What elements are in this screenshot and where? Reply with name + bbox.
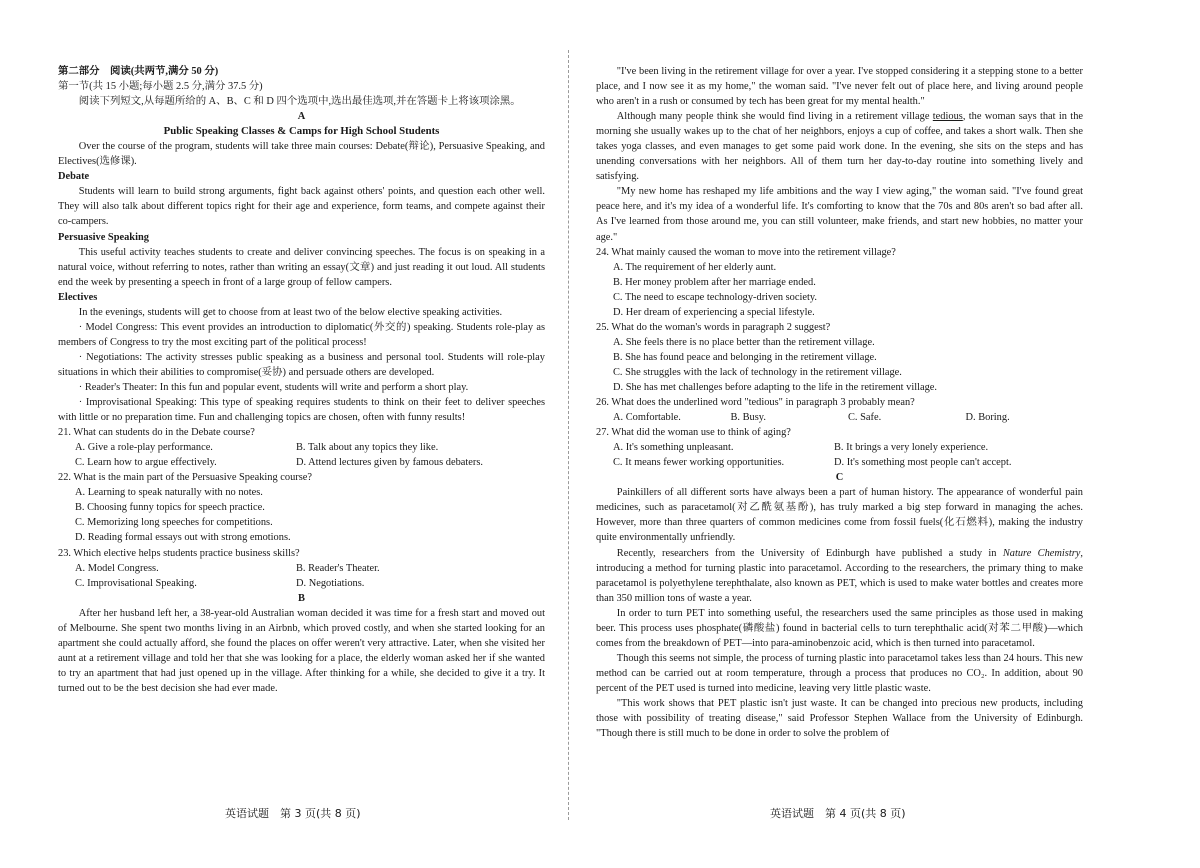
passage-c-paragraph-2: [596, 546, 1083, 606]
passage-b-paragraph-2: "I've been living in the retirement village for over a year. I've stopped considering it a stepping stone to a better place, and I now see it as my home," the woman said. "I've never felt out of place here, and living around people who aren't in a rush or consumed by tech has been great for my mental health.": [596, 66, 1083, 108]
option-a: A. Model Congress.: [75, 562, 159, 574]
debate-heading: Debate: [58, 171, 90, 183]
section-subheader: 第一节(共 15 小题;每小题 2.5 分,满分 37.5 分): [58, 81, 263, 93]
option-c: C. It means fewer working opportunities.: [613, 457, 785, 469]
option-c: C. She struggles with the lack of technology in the retirement village.: [613, 366, 902, 378]
passage-b-paragraph-1: After her husband left her, a 38-year-old Australian woman decided it was time for a fresh start and moved out of Melbourne. She spent two months living in an Airbnb, which proved costly, and when she started looking for an apartment she could actually afford, she found the places on offer weren't very attractive. Later, when she visited her aunt at a retirement village and told her that she was looking for a place, the elderly woman asked her if she wanted to try an apartment that had just opened up in the village. After thinking for a while, she decided to give it a try. It turned out to be the best decision she had ever made.: [58, 607, 545, 694]
option-d: D. She has met challenges before adapting to the life in the retirement village.: [613, 381, 938, 393]
question-stem: 23. Which elective helps students practice business skills?: [58, 547, 300, 559]
question-24: [596, 245, 1083, 320]
elective-negotiations: · Negotiations: The activity stresses public speaking as a business and personal tool. Students will role-play situations in which their abilities to compromise(妥协) and persuade others are developed.: [58, 351, 545, 378]
question-27: [596, 425, 1083, 470]
option-b: B. Choosing funny topics for speech practice.: [75, 502, 265, 514]
electives-text: In the evenings, students will get to choose from at least two of the below elective speaking activities.: [78, 306, 503, 318]
passage-c-paragraph-4: Though this seems not simple, the process of turning plastic into paracetamol takes less than 24 hours. This new method can be carried out at room temperature, through a process that produces no CO₂. In addition, about 90 percent of the PET used is turned into medicine, leaving very little plastic waste.: [596, 652, 1083, 694]
page-3-footer: 英语试题 第 3 页(共 8 页): [225, 807, 361, 820]
debate-text: Students will learn to build strong arguments, fight back against others' points, and question each other well. They will also talk about different topics right for their age and experience, form teams, and compete against their co-campers.: [58, 186, 545, 228]
option-a: A. The requirement of her elderly aunt.: [613, 261, 777, 273]
option-a: A. It's something unpleasant.: [613, 442, 734, 454]
question-21: [58, 425, 545, 470]
elective-readers-theater: · Reader's Theater: In this fun and popular event, students will write and perform a short play.: [78, 381, 469, 393]
underlined-word-tedious: tedious: [932, 111, 963, 123]
option-a: A. Learning to speak naturally with no notes.: [75, 487, 263, 499]
page-divider: [568, 50, 569, 820]
question-22: [58, 470, 545, 545]
question-stem: 26. What does the underlined word "tedious" in paragraph 3 probably mean?: [596, 397, 915, 409]
option-d: D. Boring.: [965, 412, 1010, 424]
page-4-footer: 英语试题 第 4 页(共 8 页): [770, 807, 906, 820]
elective-model-congress: · Model Congress: This event provides an introduction to diplomatic(外交的) speaking. Students role-play as members of Congress to try the most exciting part of the political process!: [58, 321, 545, 348]
option-b: B. She has found peace and belonging in the retirement village.: [613, 351, 877, 363]
option-b: B. Talk about any topics they like.: [296, 442, 439, 454]
page-4-column: [596, 64, 1083, 741]
page-3-column: [58, 64, 545, 696]
journal-name: Nature Chemistry: [1002, 547, 1081, 559]
option-b: B. Busy.: [730, 412, 766, 424]
question-stem: 24. What mainly caused the woman to move into the retirement village?: [596, 246, 896, 258]
passage-b-paragraph-3: [596, 109, 1083, 184]
option-a: A. Give a role-play performance.: [75, 442, 213, 454]
option-d: D. Attend lectures given by famous debaters.: [296, 457, 483, 469]
passage-c-paragraph-3: In order to turn PET into something useful, the researchers used the same principles as those used in making beer. This process uses phosphate(磷酸盐) found in bacterial cells to turn terephthalic acid(对苯二甲酸)—which comes from the breakdown of PET—into para-aminobenzoic acid, which is then turned into paracetamol.: [596, 607, 1083, 649]
paragraph-text: , the woman says that in the morning she usually wakes up to the chat of her neighbors, enjoys a cup of coffee, and takes a short walk. Then she takes yoga classes, and even manages to get some paid work done. In the evening, she sits on the steps and has unending conversations with her neighbors. All of them turn her day-to-day routine into something lively and satisfying.: [596, 111, 1084, 183]
option-d: D. It's something most people can't accept.: [834, 457, 1012, 469]
option-b: B. It brings a very lonely experience.: [834, 442, 989, 454]
passage-a-letter: A: [297, 111, 306, 123]
option-d: D. Reading formal essays out with strong emotions.: [75, 532, 291, 544]
elective-improvisational: · Improvisational Speaking: This type of speaking requires students to think on their feet to deliver speeches with little or no preparation time. Fun and challenging topics are chosen, often with funny results!: [58, 397, 545, 424]
question-25: [596, 320, 1083, 395]
option-c: C. The need to escape technology-driven society.: [613, 291, 817, 303]
passage-b-letter: B: [298, 592, 305, 604]
persuasive-heading: Persuasive Speaking: [58, 231, 149, 243]
passage-b-paragraph-4: "My new home has reshaped my life ambitions and the way I view aging," the woman said. "I've found great peace here, and it's my idea of a wonderful life. It's comforting to know that the 70s and 80s aren't so bad after all. As I've learned from those around me, you can still volunteer, make friends, and start new hobbies, no matter your age.": [596, 186, 1083, 243]
option-d: D. Her dream of experiencing a special lifestyle.: [613, 306, 815, 318]
question-stem: 27. What did the woman use to think of aging?: [596, 427, 791, 439]
persuasive-text: This useful activity teaches students to create and deliver convincing speeches. The focus is on speaking in a natural voice, without referring to notes, rather than writing an essay(文章) and just reading it out loud. All students end the week by presenting a speech in front of a large group of fellow campers.: [58, 246, 545, 288]
electives-heading: Electives: [58, 291, 98, 303]
option-b: B. Reader's Theater.: [296, 562, 380, 574]
option-c: C. Learn how to argue effectively.: [75, 457, 217, 469]
paragraph-text: Although many people think she would find living in a retirement village: [616, 111, 933, 123]
option-d: D. Negotiations.: [296, 577, 365, 589]
option-a: A. She feels there is no place better than the retirement village.: [613, 336, 875, 348]
option-c: C. Safe.: [848, 412, 882, 424]
passage-a-title: Public Speaking Classes & Camps for High School Students: [163, 125, 440, 138]
option-a: A. Comfortable.: [613, 412, 681, 424]
section-instruction: 阅读下列短文,从每题所给的 A、B、C 和 D 四个选项中,选出最佳选项,并在答题卡上将该项涂黑。: [78, 96, 521, 108]
option-c: C. Memorizing long speeches for competitions.: [75, 517, 273, 529]
option-b: B. Her money problem after her marriage ended.: [613, 276, 816, 288]
section-header: 第二部分 阅读(共两节,满分 50 分): [58, 66, 219, 77]
passage-a-intro: Over the course of the program, students will take three main courses: Debate(辩论), Persuasive Speaking, and Electives(选修课).: [58, 141, 545, 168]
option-c: C. Improvisational Speaking.: [75, 577, 197, 589]
passage-c-letter: C: [835, 472, 844, 484]
question-26: [596, 395, 1083, 425]
paragraph-text: Recently, researchers from the University of Edinburgh have published a study in: [616, 547, 1003, 559]
question-stem: 22. What is the main part of the Persuasive Speaking course?: [58, 472, 313, 484]
question-stem: 25. What do the woman's words in paragraph 2 suggest?: [596, 321, 831, 333]
passage-c-paragraph-5: "This work shows that PET plastic isn't just waste. It can be changed into precious new products, including those with possibility of treating disease," said Professor Stephen Wallace from the University of Edinburgh. "Though there is still much to be done in order to solve the problem of: [596, 697, 1083, 740]
paragraph-text: , introducing a method for turning plastic into paracetamol. According to the researchers, the primary thing to make paracetamol is polyethylene terephthalate, also known as PET, which is used to make water bottles and creates more than 350 million tons of waste a year.: [596, 547, 1083, 604]
passage-c-paragraph-1: Painkillers of all different sorts have always been a part of human history. The appearance of wonderful pain medicines, such as paracetamol(对乙酰氨基酚), has truly marked a big step forward in managing the aches. However, more than three quarters of common medicines come from fossil fuels(化石燃料), making the industry quite environmentally unfriendly.: [596, 487, 1083, 544]
question-stem: 21. What can students do in the Debate course?: [58, 427, 255, 439]
question-23: [58, 546, 545, 591]
